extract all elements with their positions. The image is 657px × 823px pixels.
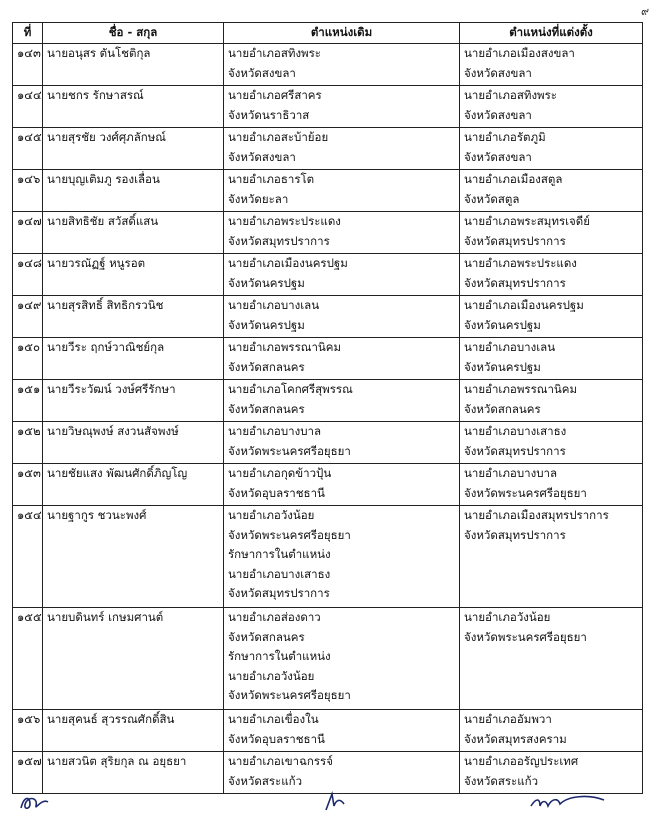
- new-position-line: นายอำเภออรัญประเทศ: [464, 754, 579, 768]
- new-position-line: จังหวัดสมุทรปราการ: [464, 233, 566, 248]
- new-position-line: นายอำเภอบางเสาธง: [464, 424, 567, 438]
- new-position-line: นายอำเภอสทิงพระ: [464, 88, 557, 102]
- person-name: นายสวนิต สุริยกุล ณ อยุธยา: [43, 752, 224, 794]
- old-position-line: จังหวัดสกลนคร: [228, 359, 305, 374]
- old-position-line: จังหวัดสงขลา: [228, 149, 296, 164]
- old-position-line: นายอำเภอธารโต: [228, 172, 315, 186]
- old-position-cell: [224, 254, 460, 296]
- table-row: [13, 506, 643, 608]
- new-position-cell: [460, 752, 643, 794]
- new-position-line: นายอำเภอพระประแดง: [464, 256, 577, 270]
- old-position-line: จังหวัดนครปฐม: [228, 317, 305, 332]
- person-name: นายวีระวัฒน์ วงษ์ศรีรักษา: [43, 380, 224, 422]
- old-position-line: รักษาการในตำแหน่ง: [228, 649, 331, 663]
- row-number: ๑๕๑: [13, 380, 43, 422]
- old-position-cell: [224, 422, 460, 464]
- table-row: [13, 338, 643, 380]
- old-position-line: นายอำเภอวังน้อย: [228, 668, 315, 683]
- signature-scribble-icon: [528, 790, 608, 814]
- person-name: นายวีระ ฤกษ์วาณิชย์กุล: [43, 338, 224, 380]
- old-position-line: นายอำเภอวังน้อย: [228, 508, 315, 522]
- new-position-line: นายอำเภอวังน้อย: [464, 610, 551, 624]
- new-position-cell: [460, 170, 643, 212]
- new-position-cell: [460, 86, 643, 128]
- new-position-cell: [460, 296, 643, 338]
- row-number: ๑๔๘: [13, 254, 43, 296]
- new-position-line: จังหวัดสงขลา: [464, 149, 532, 164]
- header-no: ที่: [13, 23, 43, 44]
- signature-mark: [322, 790, 348, 819]
- person-name: นายวิษณุพงษ์ สงวนสัจพงษ์: [43, 422, 224, 464]
- old-position-line: นายอำเภอสะบ้าย้อย: [228, 130, 329, 144]
- old-position-line: นายอำเภอส่องดาว: [228, 610, 321, 624]
- old-position-cell: [224, 710, 460, 752]
- person-name: นายชัยแสง พัฒนศักดิ์ภิญโญ: [43, 464, 224, 506]
- row-number: ๑๔๖: [13, 170, 43, 212]
- old-position-cell: [224, 212, 460, 254]
- new-position-line: นายอำเภออัมพวา: [464, 712, 552, 726]
- old-position-cell: [224, 170, 460, 212]
- row-number: ๑๔๙: [13, 296, 43, 338]
- new-position-line: จังหวัดสกลนคร: [464, 401, 541, 416]
- signature-scribble-icon: [322, 790, 348, 814]
- old-position-cell: [224, 128, 460, 170]
- person-name: นายฐากูร ชวนะพงศ์: [43, 506, 224, 608]
- old-position-line: จังหวัดพระนครศรีอยุธยา: [228, 688, 351, 702]
- old-position-line: นายอำเภอศรีสาคร: [228, 88, 322, 102]
- new-position-cell: [460, 338, 643, 380]
- old-position-line: จังหวัดสมุทรปราการ: [228, 586, 330, 600]
- new-position-line: นายอำเภอเมืองนครปฐม: [464, 298, 584, 312]
- old-position-cell: [224, 380, 460, 422]
- header-new-position: ตำแหน่งที่แต่งตั้ง: [460, 23, 643, 44]
- row-number: ๑๕๓: [13, 464, 43, 506]
- old-position-cell: [224, 44, 460, 86]
- new-position-line: นายอำเภอเมืองสมุทรปราการ: [464, 508, 609, 522]
- new-position-line: จังหวัดพระนครศรีอยุธยา: [464, 485, 587, 500]
- old-position-line: จังหวัดอุบลราชธานี: [228, 485, 325, 500]
- old-position-line: จังหวัดนราธิวาส: [228, 107, 310, 122]
- signature-scribble-icon: [18, 790, 52, 814]
- table-row: [13, 380, 643, 422]
- row-number: ๑๕๔: [13, 506, 43, 608]
- person-name: นายสุรสิทธิ์ สิทธิกรวนิช: [43, 296, 224, 338]
- row-number: ๑๔๗: [13, 212, 43, 254]
- header-name: ชื่อ - สกุล: [43, 23, 224, 44]
- new-position-line: จังหวัดสมุทรปราการ: [464, 275, 566, 290]
- new-position-line: จังหวัดนครปฐม: [464, 317, 541, 332]
- row-number: ๑๕๒: [13, 422, 43, 464]
- new-position-line: นายอำเภอรัตภูมิ: [464, 130, 546, 144]
- old-position-line: จังหวัดสระแก้ว: [228, 773, 303, 788]
- old-position-cell: [224, 608, 460, 710]
- old-position-line: จังหวัดนครปฐม: [228, 275, 305, 290]
- old-position-line: จังหวัดสกลนคร: [228, 401, 305, 416]
- new-position-line: จังหวัดสตูล: [464, 191, 520, 206]
- new-position-cell: [460, 710, 643, 752]
- row-number: ๑๕๗: [13, 752, 43, 794]
- new-position-cell: [460, 506, 643, 608]
- old-position-line: จังหวัดพระนครศรีอยุธยา: [228, 527, 351, 542]
- table-row: [13, 422, 643, 464]
- table-row: [13, 296, 643, 338]
- appointment-table: [12, 22, 643, 794]
- new-position-line: นายอำเภอเมืองสตูล: [464, 172, 563, 186]
- new-position-line: นายอำเภอบางบาล: [464, 466, 558, 480]
- table-row: [13, 752, 643, 794]
- row-number: ๑๕๖: [13, 710, 43, 752]
- new-position-cell: [460, 254, 643, 296]
- old-position-cell: [224, 464, 460, 506]
- new-position-line: จังหวัดสงขลา: [464, 107, 532, 122]
- old-position-line: นายอำเภอสทิงพระ: [228, 46, 321, 60]
- new-position-line: นายอำเภอพรรณานิคม: [464, 382, 578, 396]
- row-number: ๑๕๐: [13, 338, 43, 380]
- row-number: ๑๔๔: [13, 86, 43, 128]
- old-position-line: จังหวัดสมุทรปราการ: [228, 233, 330, 248]
- old-position-cell: [224, 338, 460, 380]
- old-position-line: นายอำเภอเขาฉกรรจ์: [228, 754, 333, 768]
- new-position-cell: [460, 128, 643, 170]
- old-position-cell: [224, 86, 460, 128]
- table-row: [13, 212, 643, 254]
- new-position-cell: [460, 608, 643, 710]
- header-old-position: ตำแหน่งเดิม: [224, 23, 460, 44]
- old-position-line: จังหวัดพระนครศรีอยุธยา: [228, 443, 351, 458]
- new-position-line: จังหวัดสมุทรสงคราม: [464, 731, 567, 746]
- old-position-line: จังหวัดยะลา: [228, 191, 289, 206]
- table-row: [13, 710, 643, 752]
- new-position-cell: [460, 380, 643, 422]
- old-position-line: นายอำเภอเมืองนครปฐม: [228, 256, 348, 270]
- person-name: นายชกร รักษาสรณ์: [43, 86, 224, 128]
- person-name: นายบดินทร์ เกษมศานต์: [43, 608, 224, 710]
- new-position-line: นายอำเภอพระสมุทรเจดีย์: [464, 214, 591, 228]
- new-position-line: จังหวัดสมุทรปราการ: [464, 527, 566, 542]
- person-name: นายสุคนธ์ สุวรรณศักดิ์สิน: [43, 710, 224, 752]
- new-position-line: นายอำเภอบางเลน: [464, 340, 556, 354]
- person-name: นายบุญเติมภู รองเลื่อน: [43, 170, 224, 212]
- old-position-line: นายอำเภอบางเสาธง: [228, 566, 331, 581]
- old-position-line: จังหวัดสกลนคร: [228, 629, 305, 644]
- row-number: ๑๕๕: [13, 608, 43, 710]
- old-position-line: นายอำเภอบางบาล: [228, 424, 322, 438]
- old-position-line: นายอำเภอเขื่องใน: [228, 712, 319, 726]
- page-number: ๙: [640, 5, 649, 18]
- table-row: [13, 128, 643, 170]
- new-position-line: นายอำเภอเมืองสงขลา: [464, 46, 575, 60]
- person-name: นายวรณัฏฐ์ หนูรอต: [43, 254, 224, 296]
- table-row: [13, 86, 643, 128]
- old-position-line: นายอำเภอบางเลน: [228, 298, 320, 312]
- table-row: [13, 254, 643, 296]
- old-position-cell: [224, 296, 460, 338]
- table-header-row: [13, 23, 643, 44]
- table-row: [13, 608, 643, 710]
- table-row: [13, 44, 643, 86]
- new-position-line: จังหวัดสมุทรปราการ: [464, 443, 566, 458]
- person-name: นายสิทธิชัย สวัสดิ์แสน: [43, 212, 224, 254]
- old-position-line: นายอำเภอโคกศรีสุพรรณ: [228, 382, 353, 396]
- old-position-line: นายอำเภอพระประแดง: [228, 214, 341, 228]
- person-name: นายสุรชัย วงศ์ศุภลักษณ์: [43, 128, 224, 170]
- old-position-line: จังหวัดสงขลา: [228, 65, 296, 80]
- old-position-cell: [224, 752, 460, 794]
- new-position-line: จังหวัดนครปฐม: [464, 359, 541, 374]
- new-position-line: จังหวัดสระแก้ว: [464, 773, 539, 788]
- signature-mark: [528, 790, 608, 819]
- table-row: [13, 464, 643, 506]
- new-position-cell: [460, 422, 643, 464]
- old-position-line: จังหวัดอุบลราชธานี: [228, 731, 325, 746]
- new-position-line: จังหวัดพระนครศรีอยุธยา: [464, 629, 587, 644]
- signature-mark: [18, 790, 52, 819]
- table-row: [13, 170, 643, 212]
- old-position-line: นายอำเภอกุดข้าวปุ้น: [228, 466, 332, 480]
- new-position-cell: [460, 44, 643, 86]
- new-position-line: จังหวัดสงขลา: [464, 65, 532, 80]
- old-position-line: รักษาการในตำแหน่ง: [228, 547, 331, 561]
- row-number: ๑๔๓: [13, 44, 43, 86]
- new-position-cell: [460, 212, 643, 254]
- old-position-line: นายอำเภอพรรณานิคม: [228, 340, 342, 354]
- new-position-cell: [460, 464, 643, 506]
- row-number: ๑๔๕: [13, 128, 43, 170]
- person-name: นายอนุสร ตันโชติกุล: [43, 44, 224, 86]
- old-position-cell: [224, 506, 460, 608]
